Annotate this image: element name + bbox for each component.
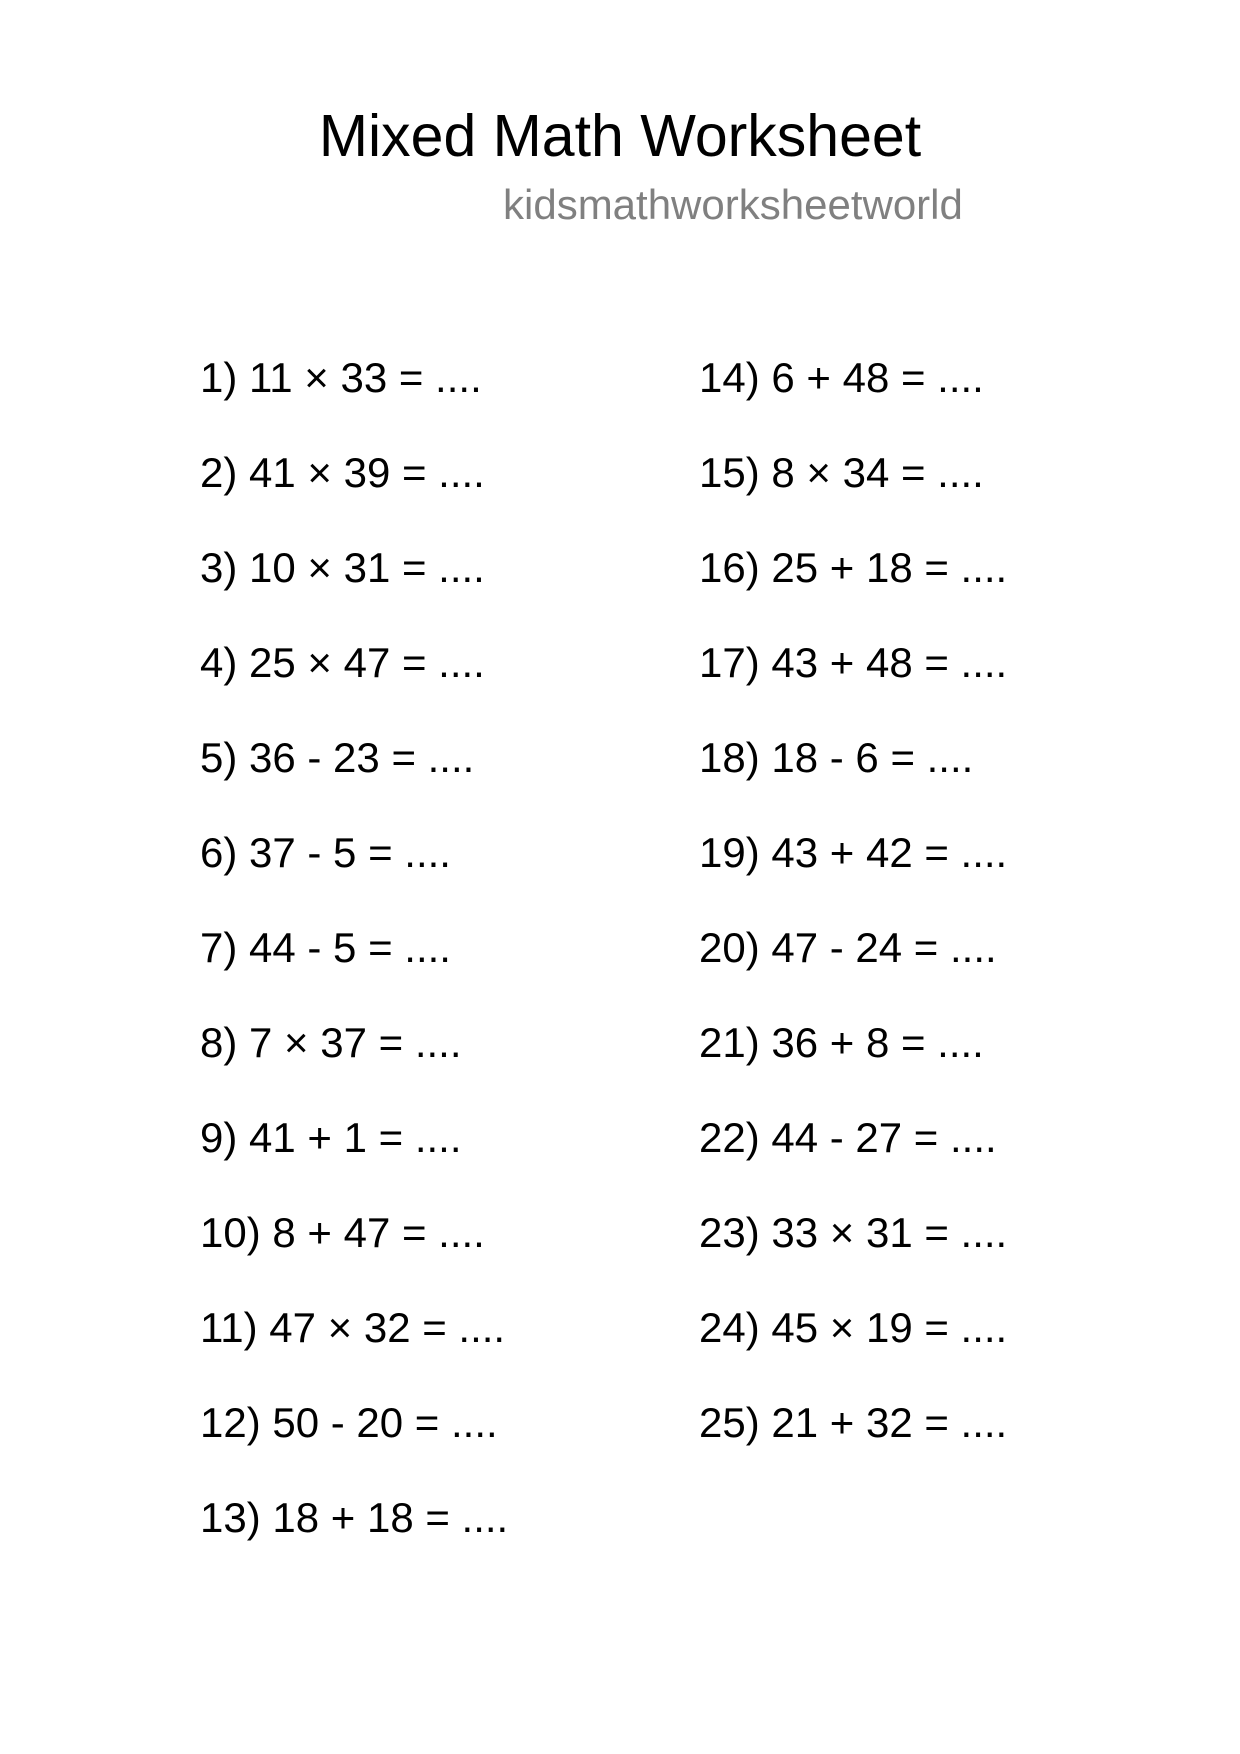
problem-item: 18) 18 - 6 = .... bbox=[699, 734, 974, 781]
problem-item: 5) 36 - 23 = .... bbox=[200, 734, 475, 781]
problem-item: 7) 44 - 5 = .... bbox=[200, 924, 451, 971]
problem-item: 10) 8 + 47 = .... bbox=[200, 1209, 485, 1256]
problem-item: 14) 6 + 48 = .... bbox=[699, 354, 984, 401]
problem-item: 16) 25 + 18 = .... bbox=[699, 544, 1008, 591]
problem-item: 4) 25 × 47 = .... bbox=[200, 639, 485, 686]
problem-list-right bbox=[699, 348, 1007, 1488]
problem-item: 21) 36 + 8 = .... bbox=[699, 1019, 984, 1066]
problem-item: 11) 47 × 32 = .... bbox=[200, 1304, 506, 1351]
problem-item: 22) 44 - 27 = .... bbox=[699, 1114, 997, 1161]
problem-item: 25) 21 + 32 = .... bbox=[699, 1399, 1008, 1446]
problem-item: 20) 47 - 24 = .... bbox=[699, 924, 997, 971]
problem-item: 13) 18 + 18 = .... bbox=[200, 1494, 509, 1541]
problem-item: 19) 43 + 42 = .... bbox=[699, 829, 1008, 876]
problem-item: 3) 10 × 31 = .... bbox=[200, 544, 485, 591]
problem-item: 9) 41 + 1 = .... bbox=[200, 1114, 462, 1161]
problem-list-left bbox=[200, 348, 508, 1583]
worksheet-subtitle: kidsmathworksheetworld bbox=[503, 181, 963, 228]
worksheet-title: Mixed Math Worksheet bbox=[318, 103, 922, 169]
problem-item: 17) 43 + 48 = .... bbox=[699, 639, 1008, 686]
problem-item: 24) 45 × 19 = .... bbox=[699, 1304, 1008, 1351]
problem-item: 12) 50 - 20 = .... bbox=[200, 1399, 498, 1446]
problem-item: 1) 11 × 33 = .... bbox=[200, 354, 482, 401]
problem-item: 6) 37 - 5 = .... bbox=[200, 829, 451, 876]
problem-item: 23) 33 × 31 = .... bbox=[699, 1209, 1008, 1256]
problem-item: 15) 8 × 34 = .... bbox=[699, 449, 984, 496]
problem-item: 2) 41 × 39 = .... bbox=[200, 449, 485, 496]
problem-item: 8) 7 × 37 = .... bbox=[200, 1019, 462, 1066]
